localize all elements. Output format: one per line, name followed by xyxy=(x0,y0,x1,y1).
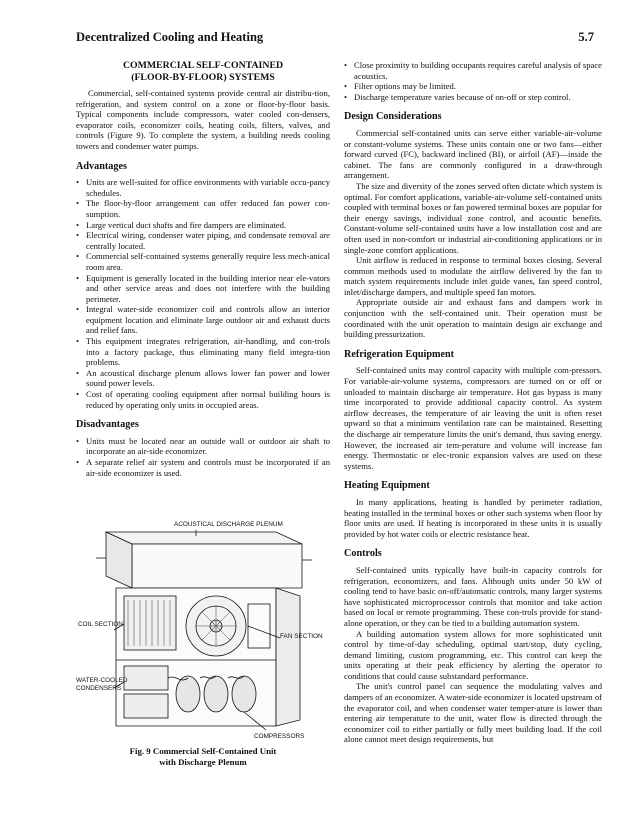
caption-line2: with Discharge Plenum xyxy=(159,757,247,767)
continued-disadvantages-list xyxy=(344,60,602,102)
controls-paragraph-2: A building automation system allows for more sophisticated unit control by time-of-day scheduling, optimal start/stop, duty cycling, demand limiting, custom programming, etc. This control can keep the units operating at their peak efficiency by alerting the operator to conditions that could cause substandard performance. xyxy=(344,628,602,681)
right-column xyxy=(344,60,602,745)
list-item: • Discharge temperature varies because of on-off or step control. xyxy=(344,92,602,103)
heating-heading: Heating Equipment xyxy=(344,480,430,492)
list-item: • Close proximity to building occupants requires careful analysis of space acoustics. xyxy=(344,60,602,81)
caption-line1: Fig. 9 Commercial Self-Contained Unit xyxy=(129,746,277,756)
disadvantages-list xyxy=(76,436,330,478)
list-item: • Units are well-suited for office environments with variable occu-pancy schedules. xyxy=(76,177,330,198)
list-item: • Filter options may be limited. xyxy=(344,81,602,92)
left-column xyxy=(76,60,330,478)
page-header xyxy=(76,30,594,45)
list-item: • This equipment integrates refrigeration, air-handling, and con-trols into a factory package, thus eliminating many field integra-tion problems. xyxy=(76,336,330,368)
design-paragraph-3: Unit airflow is reduced in response to terminal boxes closing. Several common methods used to modulate the airflow delivered by the fan to match system requirements include inlet guide vanes, fan speed control, inlet/discharge dampers, and multiple speed fan motors. xyxy=(344,255,602,297)
list-item: • A separate relief air system and controls must be incorporated if an air-side economizer is used. xyxy=(76,457,330,478)
design-heading: Design Considerations xyxy=(344,111,442,123)
figure-9-unit-drawing xyxy=(76,514,330,742)
label-condensers-line1: WATER-COOLED xyxy=(76,677,128,684)
unit-illustration xyxy=(76,514,330,742)
label-compressors: COMPRESSORS xyxy=(254,733,305,740)
advantages-list xyxy=(76,177,330,410)
section-title-line2: (FLOOR-BY-FLOOR) SYSTEMS xyxy=(131,71,275,83)
disadvantages-heading: Disadvantages xyxy=(76,419,139,431)
label-condensers-line2: CONDENSERS xyxy=(76,685,122,692)
list-item: • Integral water-side economizer coil and controls allow an interior equipment location and eliminate large outdoor air and exhaust ducts and relief fans. xyxy=(76,304,330,336)
list-item: • An acoustical discharge plenum allows lower fan power and lower sound power levels. xyxy=(76,368,330,389)
section-title xyxy=(76,60,330,83)
advantages-heading: Advantages xyxy=(76,160,127,172)
figure-caption xyxy=(76,746,330,768)
refrigeration-heading: Refrigeration Equipment xyxy=(344,348,455,360)
design-paragraph-4: Appropriate outside air and exhaust fans and dampers work in conjunction with the self-contained unit. Their operation must be coordinated with the unit operation to maintain design air exchange and building pressurization. xyxy=(344,297,602,340)
controls-heading: Controls xyxy=(344,548,382,560)
list-item: • The floor-by-floor arrangement can offer reduced fan power con-sumption. xyxy=(76,198,330,219)
label-plenum: ACOUSTICAL DISCHARGE PLENUM xyxy=(174,521,283,528)
refrigeration-paragraph: Self-contained units may control capacity with multiple com-pressors. For variable-air-volume systems, compressors are turned on or off or unloaded to maintain discharge air temperature. Hot gas bypass is many time incorporated to provide additional capacity control. As system airflow decreases, the temperature of air leaving the unit is often reset upward so that a minimum ventilation rate can be maintained. Resetting the discharge air temperature limits the unit's demand, thus saving energy. However, the increased air tem-perature and volume will increase fan energy. Thermostatic or elec-tronic expansion valves are used on these systems. xyxy=(344,365,602,471)
design-paragraph-1: Commercial self-contained units can serve either variable-air-volume or constant-volume systems. These units contain one or two fans—either forward curved (FC), backward inclined (BI), or airfoil (AF)—inside the cabinet. The fans are commonly configured in a draw-through arrangement. xyxy=(344,127,602,181)
label-fan-section: FAN SECTION xyxy=(280,633,323,640)
page-number: 5.7 xyxy=(578,30,594,44)
list-item: • Large vertical duct shafts and fire dampers are eliminated. xyxy=(76,220,330,231)
design-paragraph-2: The size and diversity of the zones served often dictate which system is optimal. For comfort applications, variable-air-volume self-contained units coupled with terminal boxes or fan powered terminal boxes are popular for their energy savings, individual zone control, and acoustic benefits. Constant-volume self-contained units have a low installation cost and are often used in non-comfort or industrial air-conditioning applications or in single-zone comfort applications. xyxy=(344,180,602,255)
section-title-line1: COMMERCIAL SELF-CONTAINED xyxy=(122,60,284,71)
controls-paragraph-3: The unit's control panel can sequence the modulating valves and dampers of an economizer. A water-side economizer is located upstream of the evaporator coil, and when condenser water temper-ature is lower than entering air temperature to the unit, water flow is directed through the economizer coil to either partially or fully meet building load. If the coil alone cannot meet design requirements, but xyxy=(344,681,602,745)
intro-paragraph: Commercial, self-contained systems provide central air distribu-tion, refrigeration, and system control on a zone or floor-by-floor basis. Typical components include compressors, water cooled con-densers, evaporator coils, economizer coils, heating coils, filters, valves, and controls (Figure 9). To complete the system, a building needs cooling towers and condenser water pumps. xyxy=(76,88,330,151)
list-item: • Electrical wiring, condenser water piping, and condensate removal are centrally located. xyxy=(76,230,330,251)
controls-paragraph-1: Self-contained units typically have built-in capacity controls for refrigeration, economizers, and fans. Although units under 50 kW of cooling tend to have basic on-off/automatic controls, many larger systems have sophisticated microprocessor controls that monitor and take action based on local or remote programming. These con-trols provide for stand-alone operation, or they can be tied to a building automation system. xyxy=(344,564,602,628)
heating-paragraph: In many applications, heating is handled by perimeter radiation, heating installed in the terminal boxes or other such systems when floor by floor units are used. If heating is incorporated in these units it is usually provided by hot water coils or electric resistance heat. xyxy=(344,496,602,539)
label-coil-section: COIL SECTION xyxy=(78,621,123,628)
list-item: • Units must be located near an outside wall or outdoor air shaft to incorporate an air-side economizer. xyxy=(76,436,330,457)
list-item: • Equipment is generally located in the building interior near ele-vators and other service areas and does not interfere with the building perimeter. xyxy=(76,273,330,305)
list-item: • Cost of operating cooling equipment after normal building hours is reduced by operating only units in occupied areas. xyxy=(76,389,330,410)
list-item: • Commercial self-contained systems generally require less mech-anical room area. xyxy=(76,251,330,272)
running-title: Decentralized Cooling and Heating xyxy=(76,30,264,44)
